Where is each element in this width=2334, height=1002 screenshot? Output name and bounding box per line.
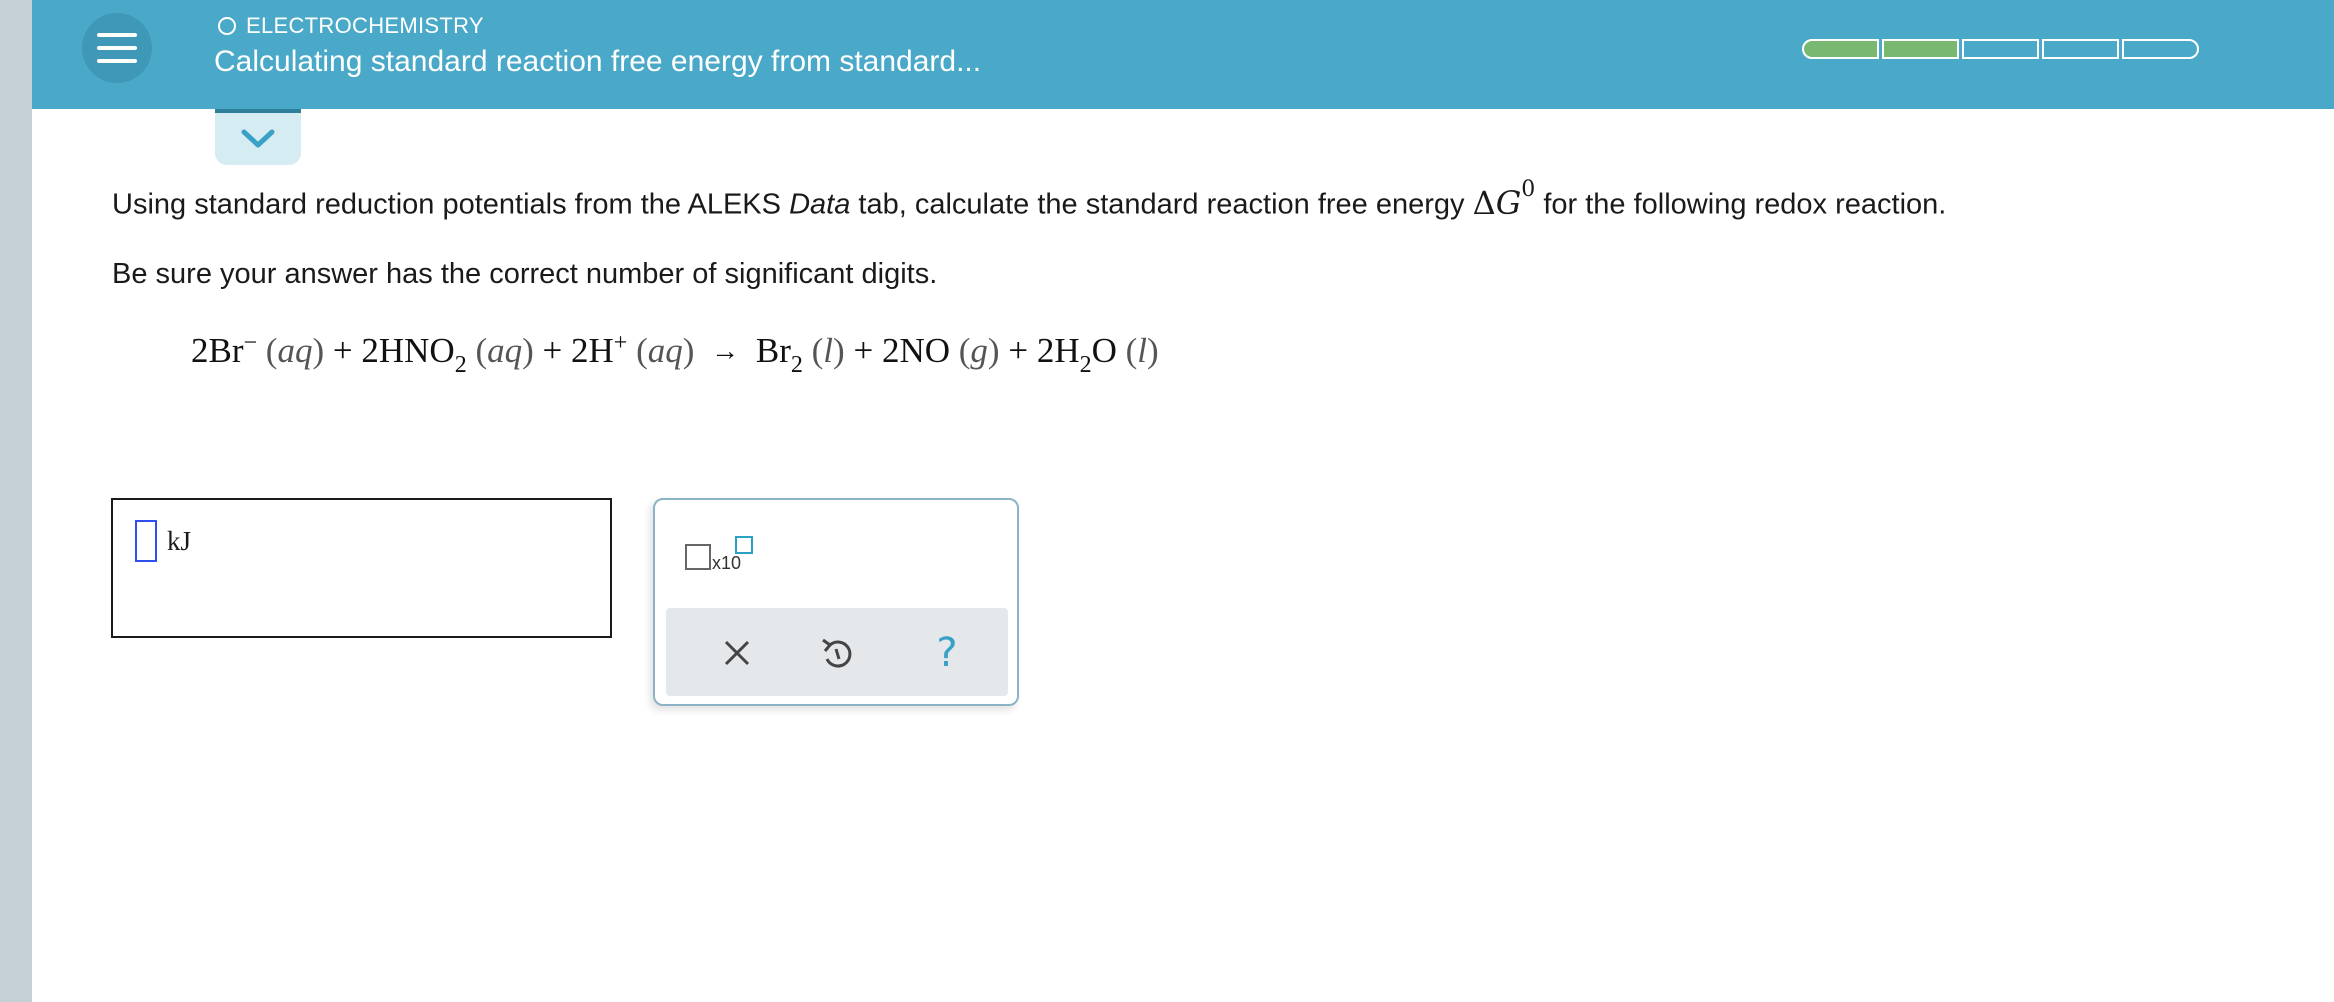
redox-equation: 2Br− $(aq) + 2HNO_2$ (aq) + 2H+ $(aq) \to Br_2$ (l) + 2NO $(g) + 2H_2O$ (l)	[191, 330, 1159, 378]
progress-bar	[1802, 39, 2199, 59]
chevron-down-icon	[240, 128, 276, 150]
progress-segment	[1882, 39, 1959, 59]
progress-segment	[1802, 39, 1879, 59]
mantissa-box-icon	[685, 544, 711, 570]
topic-row	[218, 12, 484, 40]
lesson-title[interactable]: Calculating standard reaction free energy from standard...	[214, 45, 982, 78]
tool-bar	[666, 608, 1008, 696]
menu-icon-line	[97, 33, 137, 37]
delta-g-symbol: $\Delta G^0$	[1472, 177, 1536, 222]
exponent-box-icon	[735, 536, 753, 554]
left-rail	[0, 0, 32, 1002]
progress-segment	[2042, 39, 2119, 59]
topic-circle-icon	[218, 17, 236, 35]
data-tab-word: Data	[789, 188, 851, 221]
answer-area	[111, 498, 612, 638]
progress-segment	[1962, 39, 2039, 59]
undo-icon	[820, 635, 854, 671]
header-bar	[32, 0, 2334, 109]
progress-segment	[2122, 39, 2199, 59]
close-icon	[722, 638, 752, 668]
scientific-notation-button[interactable]	[685, 536, 765, 586]
undo-button[interactable]	[812, 628, 862, 678]
answer-unit: kJ	[167, 526, 192, 556]
collapse-header-button[interactable]	[215, 109, 301, 165]
menu-button[interactable]	[82, 13, 152, 83]
topic-label: ELECTROCHEMISTRY	[246, 13, 484, 38]
help-icon: ?	[936, 630, 958, 676]
menu-icon-line	[97, 46, 137, 50]
clear-button[interactable]	[712, 628, 762, 678]
sig-figs-instruction: Be sure your answer has the correct number of significant digits.	[112, 258, 938, 290]
reaction-arrow-icon: →	[711, 336, 740, 367]
answer-input[interactable]	[135, 520, 157, 562]
help-button[interactable]	[922, 628, 972, 678]
question-text: Using standard reduction potentials from the ALEKS Data tab, calculate the standard reaction free energy $\Delta G^0$ for the following redox reaction.	[112, 177, 1947, 222]
x10-label: x10	[712, 553, 742, 573]
math-tools-panel	[653, 498, 1019, 706]
menu-icon-line	[97, 59, 137, 63]
